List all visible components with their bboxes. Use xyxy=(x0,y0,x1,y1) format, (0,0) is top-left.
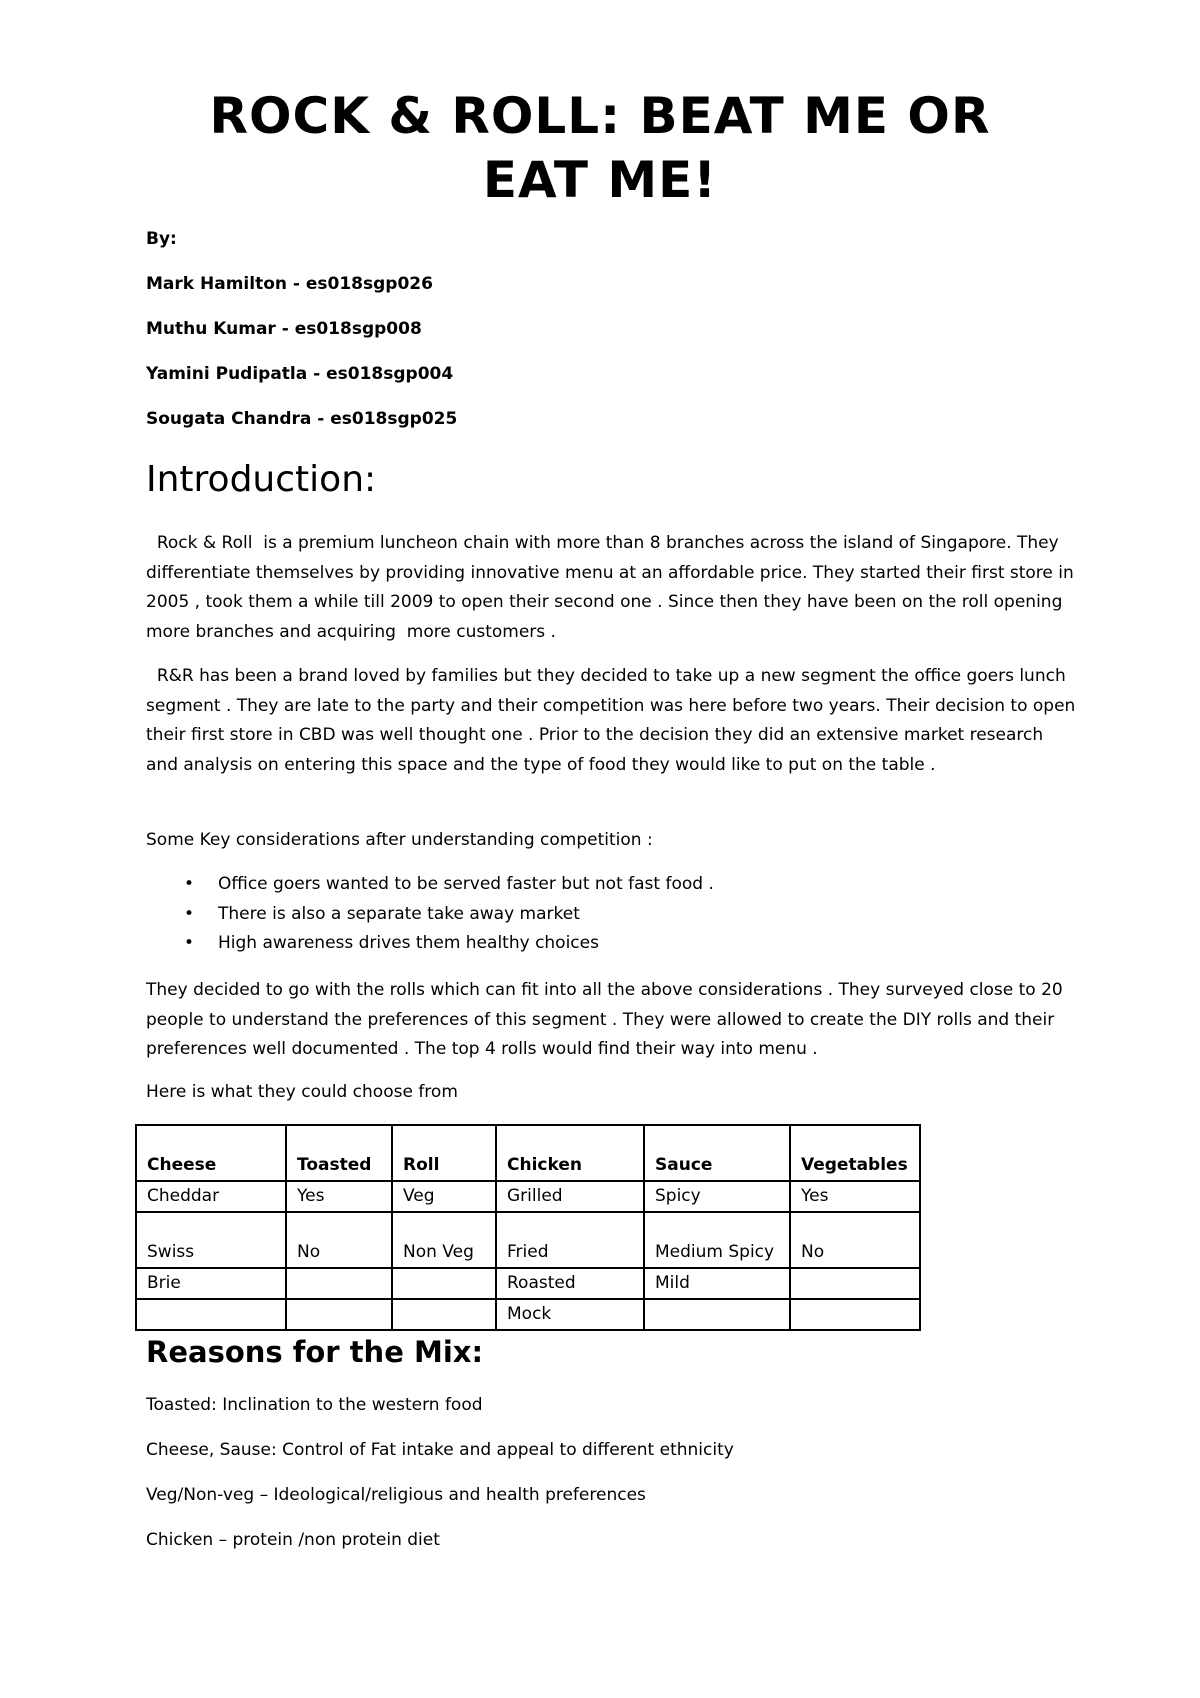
table-row xyxy=(136,1299,920,1330)
table-cell xyxy=(286,1268,392,1299)
title-line-2: EAT ME! xyxy=(482,151,718,209)
authors-block xyxy=(146,228,457,453)
table-cell: Fried xyxy=(496,1212,644,1268)
table-cell: Yes xyxy=(286,1181,392,1212)
list-item xyxy=(146,870,714,900)
table-cell: Yes xyxy=(790,1181,920,1212)
options-table xyxy=(135,1124,921,1331)
reason-item: Cheese, Sause: Control of Fat intake and appeal to different ethnicity xyxy=(146,1440,734,1460)
table-cell: Mild xyxy=(644,1268,790,1299)
table-cell xyxy=(286,1299,392,1330)
table-cell xyxy=(790,1299,920,1330)
intro-paragraph-1: Rock & Roll is a premium luncheon chain with more than 8 branches across the island of Singapore. They differentiate themselves by providing innovative menu at an affordable price. They started their first store in 2005 , took them a while till 2009 to open their second one . Since then they have been on the roll opening more branches and acquiring more customers . xyxy=(146,533,1080,642)
considerations-list xyxy=(146,870,714,959)
table-cell: Roasted xyxy=(496,1268,644,1299)
document-title xyxy=(0,84,1200,212)
table-header-row xyxy=(136,1125,920,1181)
table-cell: No xyxy=(286,1212,392,1268)
bullet-icon: • xyxy=(184,874,195,894)
table-cell: Cheddar xyxy=(136,1181,286,1212)
table-row xyxy=(136,1268,920,1299)
reasons-list xyxy=(146,1394,734,1574)
table-header-cell: Roll xyxy=(392,1125,496,1181)
table-header-cell: Sauce xyxy=(644,1125,790,1181)
table-cell: Spicy xyxy=(644,1181,790,1212)
list-item xyxy=(146,900,714,930)
introduction-heading: Introduction: xyxy=(146,459,377,500)
considerations-intro: Some Key considerations after understanding competition : xyxy=(146,830,653,850)
list-item xyxy=(146,929,714,959)
reason-item: Veg/Non-veg – Ideological/religious and health preferences xyxy=(146,1485,646,1505)
choose-intro: Here is what they could choose from xyxy=(146,1082,458,1102)
table-cell xyxy=(136,1299,286,1330)
intro-paragraph-2: R&R has been a brand loved by families but they decided to take up a new segment the office goers lunch segment . They are late to the party and their competition was here before two years. Their decision to open their first store in CBD was well thought one . Prior to the decision they did an extensive market research and analysis on entering this space and the type of food they would like to put on the table . xyxy=(146,666,1081,775)
author-line: Yamini Pudipatla - es018sgp004 xyxy=(146,364,454,384)
table-cell: No xyxy=(790,1212,920,1268)
table-cell xyxy=(392,1268,496,1299)
list-item-text: High awareness drives them healthy choices xyxy=(218,933,599,953)
table-cell: Veg xyxy=(392,1181,496,1212)
table-row xyxy=(136,1181,920,1212)
table-cell: Mock xyxy=(496,1299,644,1330)
table-cell: Medium Spicy xyxy=(644,1212,790,1268)
list-item-text: There is also a separate take away market xyxy=(218,903,580,924)
authors-label: By: xyxy=(146,229,177,249)
table-cell: Grilled xyxy=(496,1181,644,1212)
reason-item: Chicken – protein /non protein diet xyxy=(146,1530,440,1550)
intro-paragraph-3: They decided to go with the rolls which can fit into all the above considerations . They surveyed close to 20 people to understand the preferences of this segment . They were allowed to create the DIY rolls and their preferences well documented . The top 4 rolls would find their way into menu . xyxy=(146,980,1063,1059)
author-line: Muthu Kumar - es018sgp008 xyxy=(146,319,422,339)
table-cell xyxy=(644,1299,790,1330)
list-item-text: Office goers wanted to be served faster but not fast food . xyxy=(218,874,714,894)
author-line: Mark Hamilton - es018sgp026 xyxy=(146,274,433,294)
table-header-cell: Cheese xyxy=(136,1125,286,1181)
table-row xyxy=(136,1212,920,1268)
bullet-icon: • xyxy=(184,933,195,953)
table-cell: Brie xyxy=(136,1268,286,1299)
table-cell xyxy=(790,1268,920,1299)
reasons-heading: Reasons for the Mix: xyxy=(146,1335,484,1369)
title-line-1: ROCK & ROLL: BEAT ME OR xyxy=(209,87,991,145)
table-header-cell: Chicken xyxy=(496,1125,644,1181)
table-cell xyxy=(392,1299,496,1330)
author-line: Sougata Chandra - es018sgp025 xyxy=(146,409,458,429)
table-cell: Swiss xyxy=(136,1212,286,1268)
table-header-cell: Vegetables xyxy=(790,1125,920,1181)
bullet-icon: • xyxy=(184,903,195,924)
table-cell: Non Veg xyxy=(392,1212,496,1268)
reason-item: Toasted: Inclination to the western food xyxy=(146,1395,483,1415)
table-header-cell: Toasted xyxy=(286,1125,392,1181)
